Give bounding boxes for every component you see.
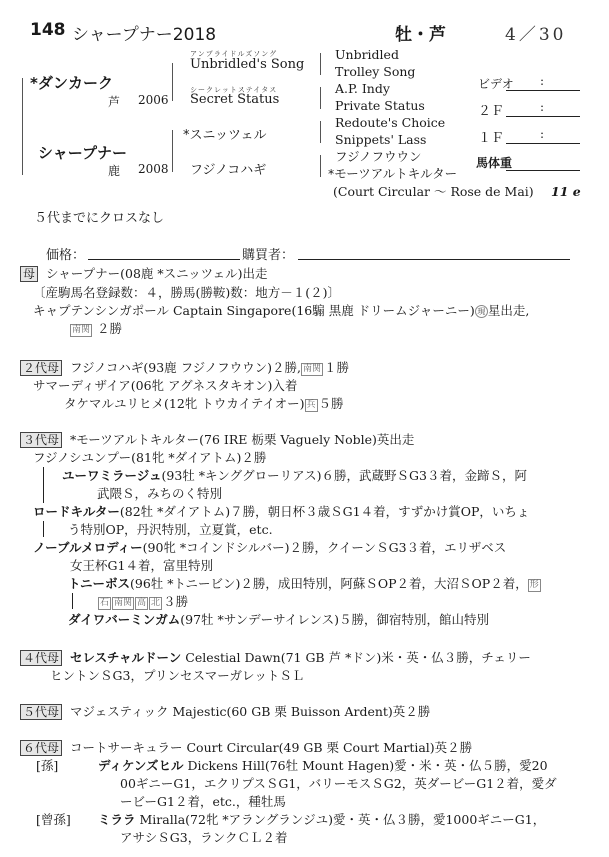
sixth-dam-line1: [20, 739, 472, 756]
third-dam-line6: う特別OP，丹沢特別，立夏賞，etc.: [68, 522, 273, 537]
second-dam-line2: サマーディザイア(06牝 アグネスタキオン)入着: [33, 378, 298, 393]
dam-progeny-line: [33, 302, 529, 319]
third-dam-line8: 女王杯G1４着，富里特別: [70, 558, 213, 573]
horse-record: Dickens Hill(76牡 Mount Hagen)愛・米・英・仏５勝，愛20: [183, 758, 548, 773]
horse-name-bold: トニーボス: [68, 576, 131, 591]
price-label: 価格：: [46, 248, 86, 263]
dam-name: シャープナー: [38, 144, 127, 162]
fourth-dam-record: Celestial Dawn(71 GB 芦 *ドン)米・英・仏３勝，チェリー: [181, 650, 531, 665]
horse-name-bold: ノーブルメロディー: [33, 540, 143, 555]
pedigree-bracket-line: [22, 78, 23, 175]
dam-record: シャープナー(08鹿 *スニッツェル)出走: [46, 266, 268, 281]
progeny-wins: ２勝: [97, 321, 123, 336]
fourth-dam-line1: [20, 649, 531, 666]
fifth-dam-record: マジェスティック Majestic(60 GB 栗 Buisson Ardent)英２勝: [70, 704, 431, 719]
dam-sire-name: *スニッツェル: [183, 128, 267, 143]
f2-colon: :: [540, 100, 545, 114]
gen3-horse-2: Trolley Song: [335, 64, 416, 79]
fifth-dam-label-box: ５代母: [20, 704, 62, 720]
second-dam-progeny: タケマルユリヒメ(12牝 トウカイテイオー): [64, 396, 305, 411]
region-mark: 高: [137, 598, 147, 608]
great-grandchild-line2: アサシＳG3，ランクＣＬ２着: [120, 830, 288, 845]
sire-bracket-line: [172, 63, 173, 101]
fifth-dam-line1: [20, 703, 430, 720]
gen3-horse-6: Snippets' Lass: [335, 132, 427, 147]
horse-name-bold: ロードキルター: [33, 504, 120, 519]
third-dam-line10: [98, 593, 188, 610]
dam-year: 2008: [138, 162, 169, 176]
third-dam-line4: 武隈Ｓ，みちのく特別: [97, 486, 223, 501]
horse-record: (97牡 *サンデーサイレンス)５勝，御宿特別，館山特別: [180, 612, 489, 627]
region-mark: 南関: [72, 325, 91, 335]
sire-sire-ruby: アンブライドルズソング: [190, 50, 278, 58]
f2-field[interactable]: [506, 116, 580, 117]
gen3-horse-7: フジノフウウン: [335, 149, 422, 164]
sire-sire-name: Unbridled's Song: [190, 57, 305, 72]
region-mark: 南関: [114, 598, 133, 608]
second-dam-record: フジノコハギ(93鹿 フジノフウウン)２勝,: [70, 360, 301, 375]
fourth-dam-line2: ヒントンＳG3，プリンセスマーガレットＳＬ: [50, 668, 305, 683]
grandchild-line2: 00ギニーG1，エクリプスＳG1，バリーモスＳG2，英ダービーG1２着，愛ダ: [120, 776, 557, 791]
gen3-horse-3: A.P. Indy: [335, 81, 390, 96]
gen3-horse-5: Redoute's Choice: [335, 115, 446, 130]
sixth-dam-label-box: ６代母: [20, 740, 62, 756]
region-mark: 北: [151, 598, 161, 608]
horse-name: シャープナー2018: [72, 25, 217, 45]
horse-wins: ３勝: [163, 594, 189, 609]
grandchild-line1: [98, 757, 548, 774]
grandchild-label: [孫]: [36, 758, 59, 773]
video-field[interactable]: [506, 90, 580, 91]
gen3-horse-4: Private Status: [335, 98, 425, 113]
weight-label: 馬体重: [476, 156, 513, 170]
horse-name-bold: セレスチャルドーン: [70, 650, 182, 665]
horse-name-bold: ユーワミラージュ: [62, 468, 162, 483]
family-line: (Court Circular ～ Rose de Mai): [333, 184, 534, 199]
buyer-field[interactable]: [298, 259, 570, 260]
family-bar: [72, 593, 73, 609]
weight-field[interactable]: [506, 170, 580, 171]
family-bar: [43, 521, 44, 537]
horse-name-bold: ミララ: [98, 812, 136, 827]
region-mark: 南関: [303, 364, 322, 374]
family-number: 11 e: [551, 184, 581, 199]
horse-record: (82牡 *ダイアトム)７勝，朝日杯３歳ＳG1４着，すずかけ賞OP，いちょ: [119, 504, 530, 519]
lot-number: 148: [30, 20, 66, 40]
region-mark: 兵: [306, 400, 316, 410]
second-dam-progeny-end: ５勝: [318, 396, 344, 411]
second-dam-label-box: ２代母: [20, 360, 62, 376]
sire-dam-name: Secret Status: [190, 92, 280, 107]
progeny-record-end: 星出走,: [487, 303, 530, 318]
video-colon: :: [540, 74, 545, 88]
current-mark: 現: [475, 305, 488, 318]
third-dam-line5: [33, 503, 529, 520]
price-field[interactable]: [88, 259, 240, 260]
third-dam-line3: [62, 467, 527, 484]
f2-label: ２Ｆ: [478, 104, 505, 119]
great-grandchild-line1: [98, 811, 545, 828]
second-dam-line3: [64, 395, 344, 412]
cross-note: ５代までにクロスなし: [34, 211, 165, 226]
third-dam-label-box: ３代母: [20, 432, 62, 448]
horse-record: (90牝 *コインドシルバー)２勝，クイーンＳG3３着，エリザベス: [142, 540, 507, 555]
dam-bracket-line: [172, 130, 173, 172]
video-label: ビデオ: [478, 77, 514, 91]
sire-dam-ruby: シークレットステイタス: [190, 86, 278, 94]
third-dam-line2: フジノシユンプー(81牝 *ダイアトム)２勝: [33, 450, 267, 465]
buyer-label: 購買者：: [242, 248, 295, 263]
progeny-record: キャプテンシンガポール Captain Singapore(16騸 黒鹿 ドリームジャーニー): [33, 303, 475, 318]
dam-label-box: 母: [20, 266, 38, 282]
grandchild-line3: ービーG1２着，etc.，種牡馬: [120, 794, 286, 809]
fourth-dam-label-box: ４代母: [20, 650, 62, 666]
dam-dam-name: フジノコハギ: [190, 163, 267, 178]
f1-colon: :: [540, 127, 545, 141]
region-mark: 形: [529, 580, 539, 590]
dam-section-line1: [20, 265, 268, 282]
region-mark: 石: [100, 598, 110, 608]
dam-progeny-stats: 〔産駒馬名登録数：４，勝馬(勝鞍)数：地方－１(２)〕: [33, 285, 341, 300]
third-dam-record: *モーツアルトキルター(76 IRE 栃栗 Vaguely Noble)英出走: [70, 432, 415, 447]
great-grandchild-label: [曾孫]: [36, 812, 71, 827]
sire-color: 芦: [108, 95, 121, 109]
sire-name: *ダンカーク: [30, 74, 113, 92]
dam-progeny-line2: [70, 320, 122, 337]
gen3-horse-8: *モーツアルトキルター: [328, 166, 458, 181]
sex-color: 牡・芦: [395, 25, 446, 45]
dam-color: 鹿: [108, 164, 121, 178]
horse-name-bold: ディケンズヒル: [98, 758, 184, 773]
f1-field[interactable]: [506, 143, 580, 144]
gen3-horse-1: Unbridled: [335, 47, 399, 62]
third-dam-line11: [68, 611, 489, 628]
second-dam-line1: [20, 359, 349, 376]
f1-label: １Ｆ: [478, 131, 505, 146]
family-bar: [43, 467, 44, 503]
gen3-bracket-3: [320, 121, 321, 143]
horse-record: Miralla(72牝 *アラングランジユ)愛・英・仏３勝，愛1000ギニーG1，: [135, 812, 546, 827]
gen3-bracket-4: [320, 155, 321, 177]
third-dam-line9: [68, 575, 542, 592]
third-dam-line7: [33, 539, 506, 556]
third-dam-line1: [20, 431, 414, 448]
birth-date: 4／30: [505, 25, 567, 45]
gen3-bracket-2: [320, 87, 321, 109]
horse-record: (96牡 *トニービン)２勝，成田特別，阿蘇ＳOP２着，大沼ＳOP２着，: [130, 576, 528, 591]
horse-name-bold: ダイワバーミンガム: [68, 612, 181, 627]
horse-record: (93牡 *キンググローリアス)６勝，武蔵野ＳG3３着，金蹄Ｓ，阿: [161, 468, 527, 483]
sixth-dam-record: コートサーキュラー Court Circular(49 GB 栗 Court Martial)英２勝: [70, 740, 473, 755]
second-dam-record-end: １勝: [324, 360, 350, 375]
sire-year: 2006: [138, 93, 169, 107]
gen3-bracket-1: [320, 53, 321, 75]
